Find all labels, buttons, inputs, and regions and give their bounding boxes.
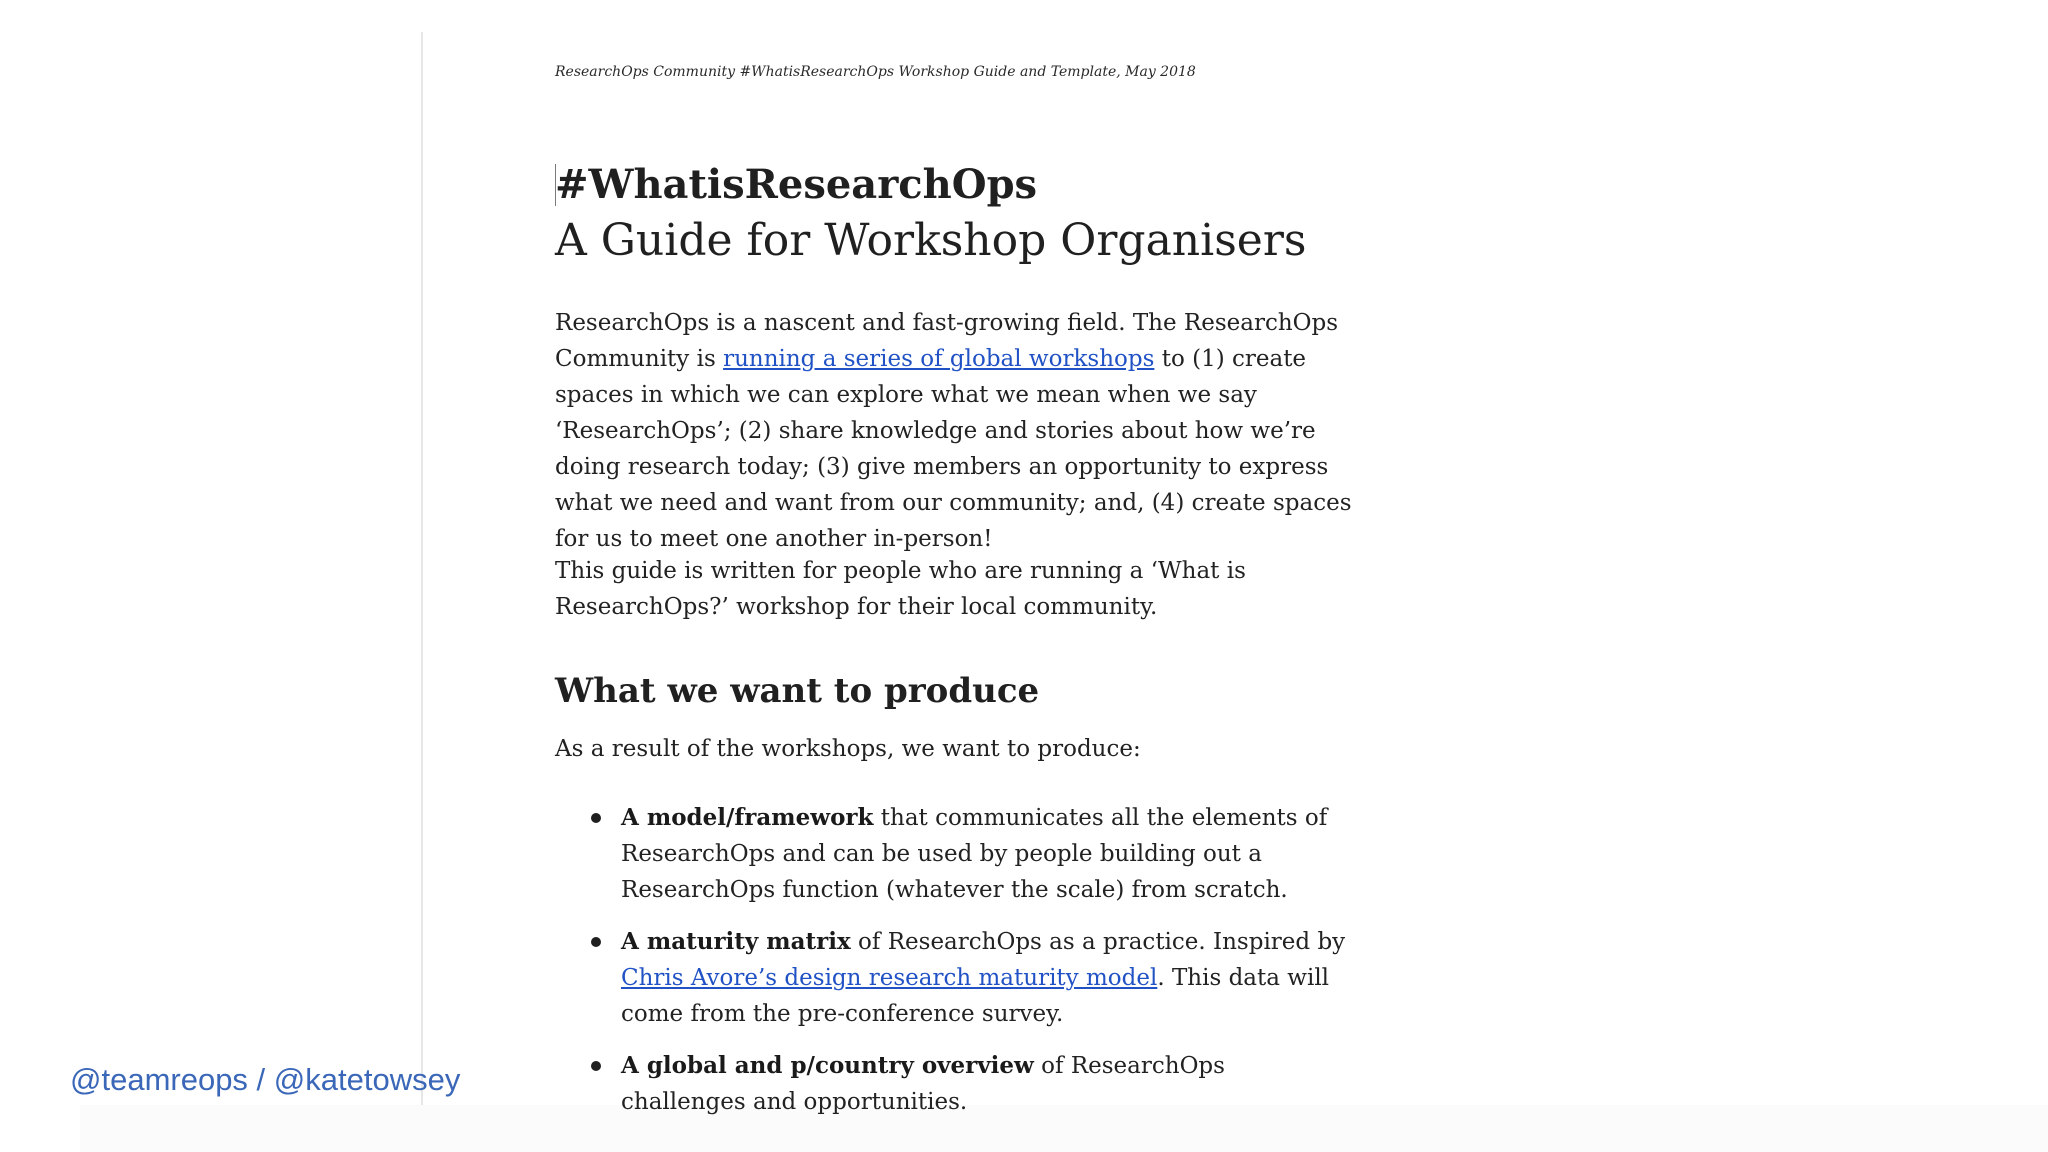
section-intro: As a result of the workshops, we want to produce: [555, 736, 1141, 762]
deliverable-model-framework [555, 800, 1355, 908]
intro-text-after-link: to (1) create spaces in which we can explore what we mean when we say ‘ResearchOps’; (2) share knowledge and stories about how we’re doing research today; (3) give members an opportunity to express what we need and want from our community; and, (4) create spaces for us to meet one another in-person! [555, 346, 1352, 552]
deliverable-description: that communicates all the elements of ResearchOps and can be used by people building out a ResearchOps function (whatever the scale) from scratch. [621, 805, 1328, 903]
deliverable-description: of ResearchOps challenges and opportunities. [621, 1053, 1225, 1115]
bullet-icon [591, 937, 601, 947]
intro-text-before-link: ResearchOps is a nascent and fast-growing field. The ResearchOps Community is [555, 310, 1339, 372]
social-handle: @teamreops / @katetowsey [70, 1062, 461, 1097]
deliverables-list [555, 800, 1355, 1136]
document-edge-divider [421, 32, 423, 1127]
deliverable-description-before-link: of ResearchOps as a practice. Inspired by [850, 929, 1346, 955]
deliverable-title: A maturity matrix [621, 928, 851, 955]
audience-paragraph: This guide is written for people who are running a ‘What is ResearchOps?’ workshop for their local community. [555, 558, 1246, 620]
deliverable-title: A model/framework [621, 804, 874, 831]
intro-paragraph [555, 305, 1355, 557]
maturity-model-link[interactable]: Chris Avore’s design research maturity model [621, 965, 1158, 991]
bullet-icon [591, 1061, 601, 1071]
section-heading: What we want to produce [555, 671, 1040, 711]
bullet-icon [591, 813, 601, 823]
document-subtitle: A Guide for Workshop Organisers [555, 215, 1307, 266]
global-workshops-link[interactable]: running a series of global workshops [723, 346, 1155, 372]
deliverable-description-after-link: . This data will come from the pre-conference survey. [621, 965, 1330, 1027]
deliverable-maturity-matrix [555, 924, 1355, 1032]
deliverable-title: A global and p/country overview [621, 1052, 1034, 1079]
deliverable-country-overview [555, 1048, 1355, 1120]
document-title: #WhatisResearchOps [555, 161, 1038, 208]
document-page [555, 0, 1355, 1152]
document-running-header: ResearchOps Community #WhatisResearchOps Workshop Guide and Template, May 2018 [555, 64, 1196, 80]
